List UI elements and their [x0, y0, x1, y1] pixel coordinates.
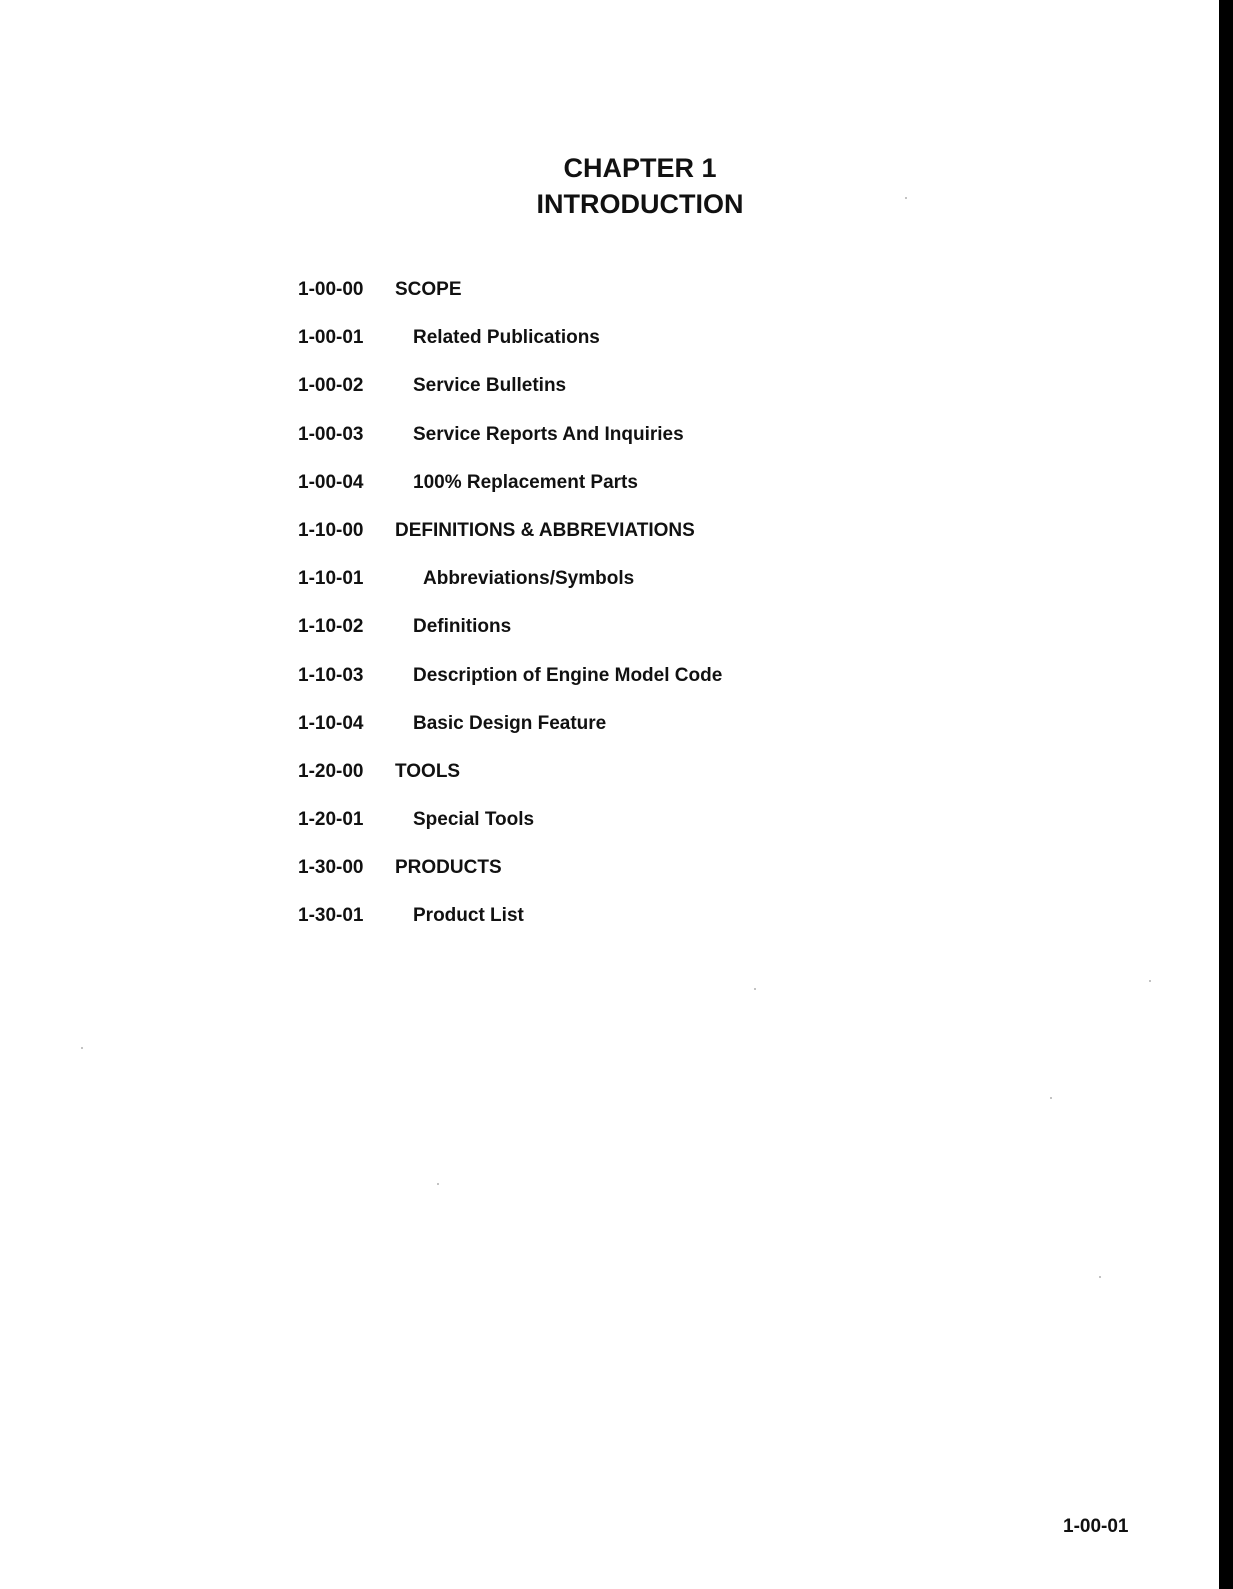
toc-code: 1-00-00	[298, 279, 364, 300]
toc-code: 1-00-04	[298, 471, 364, 493]
toc-title: Service Reports And Inquiries	[413, 423, 684, 445]
toc-title: Related Publications	[413, 327, 600, 349]
toc-title: Basic Design Feature	[413, 712, 607, 734]
toc-code: 1-30-00	[298, 857, 364, 879]
toc-code: 1-10-02	[298, 616, 364, 638]
scan-speck	[905, 197, 907, 199]
scan-speck	[754, 988, 756, 990]
scan-speck	[1099, 1276, 1101, 1278]
toc-title: Service Bulletins	[413, 375, 567, 397]
toc-title: TOOLS	[395, 760, 461, 782]
toc-code: 1-00-03	[298, 423, 364, 445]
toc-code: 1-00-01	[298, 327, 364, 349]
toc-code: 1-20-01	[298, 809, 364, 831]
toc-title: Description of Engine Model Code	[413, 664, 723, 686]
toc-title: SCOPE	[395, 279, 462, 300]
toc-title: DEFINITIONS & ABBREVIATIONS	[395, 519, 695, 541]
page-number: 1-00-01	[1063, 1516, 1129, 1537]
scan-speck	[1050, 1097, 1052, 1099]
chapter-title: INTRODUCTION	[536, 189, 744, 219]
toc-title: PRODUCTS	[395, 857, 502, 879]
toc-title: 100% Replacement Parts	[413, 471, 638, 493]
toc-code: 1-10-01	[298, 568, 364, 590]
toc-code: 1-10-03	[298, 664, 364, 686]
toc-title: Definitions	[413, 616, 512, 638]
scan-speck	[1149, 980, 1151, 982]
toc-title: Abbreviations/Symbols	[423, 568, 635, 590]
chapter-header	[440, 150, 840, 222]
scan-speck	[81, 1047, 83, 1049]
toc-title: Product List	[413, 905, 524, 927]
toc-code: 1-10-04	[298, 712, 364, 734]
chapter-label: CHAPTER 1	[563, 153, 717, 183]
toc-code: 1-20-00	[298, 760, 364, 782]
scan-speck	[437, 1183, 439, 1185]
toc-code: 1-00-02	[298, 375, 364, 397]
toc-code: 1-30-01	[298, 905, 364, 927]
scan-edge-bar	[1219, 0, 1233, 1589]
toc-title: Special Tools	[413, 809, 535, 831]
toc-code: 1-10-00	[298, 519, 364, 541]
